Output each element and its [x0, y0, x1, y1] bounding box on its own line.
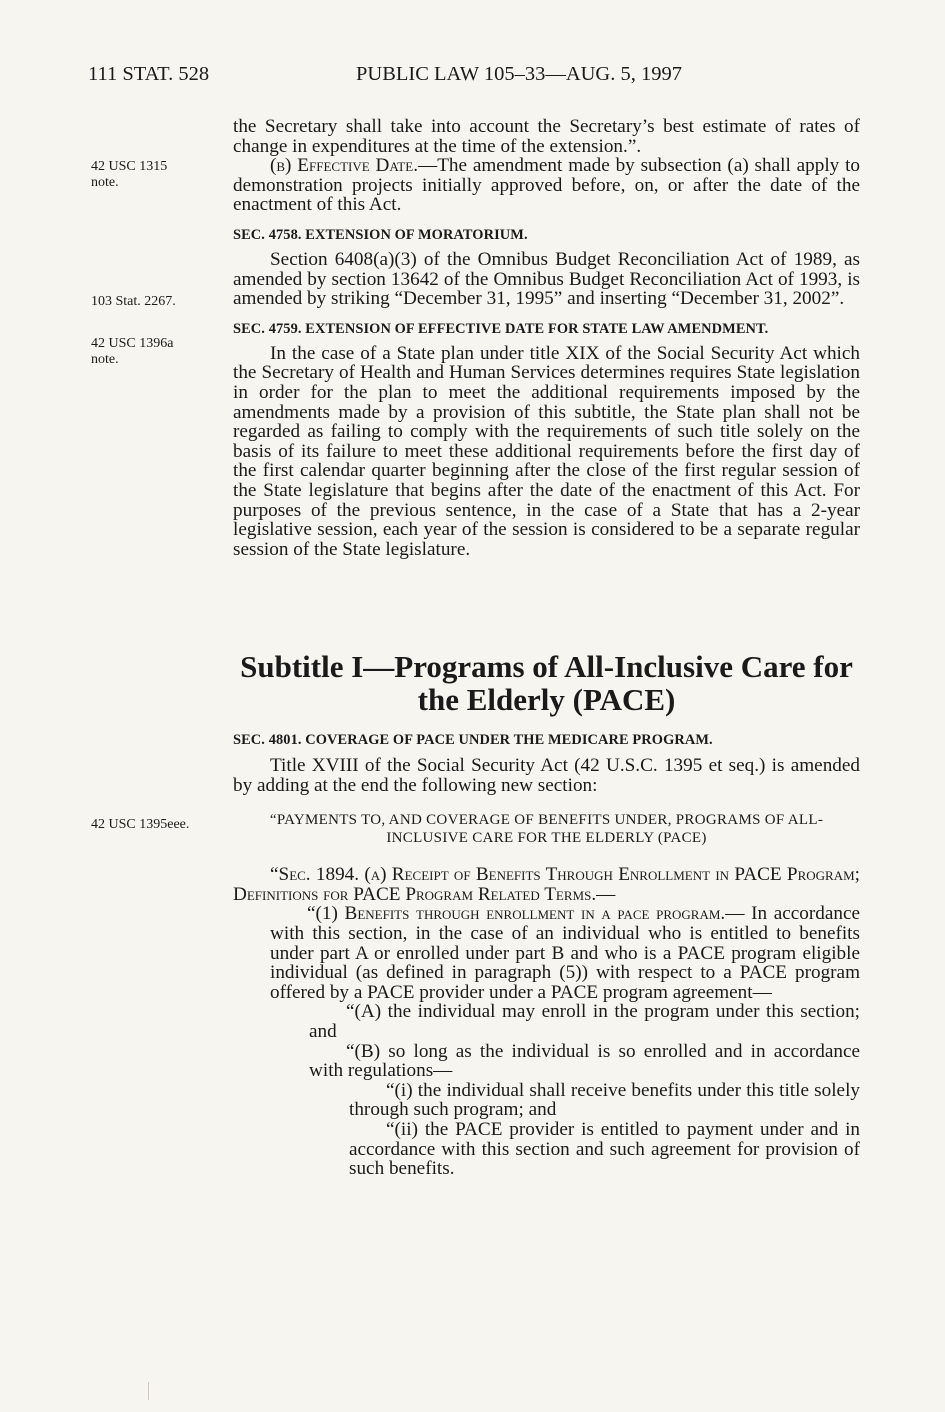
paragraph: (b) Effective Date.—The amendment made by subsection (a) shall apply to demonstration projects initially approved before, on, or after the date of the enactment of this Act.	[233, 155, 861, 216]
subparagraph: “(B) so long as the individual is so enrolled and in accordance with regulations—	[309, 1040, 860, 1082]
margin-note: 42 USC 1395eee.	[91, 817, 190, 832]
section-heading: SEC. 4758. EXTENSION OF MORATORIUM.	[233, 226, 528, 243]
paragraph: “(1) Benefits through enrollment in a pace program.— In accordance with this section, in the case of an individual who is entitled to benefits under part A or enrolled under part B and who is a PACE program eligible individual (as defined in paragraph (5)) with respect to a PACE program offered by a PACE provider under a PACE program agreement—	[270, 903, 860, 1003]
page-statute-citation: 111 STAT. 528	[88, 63, 210, 85]
paragraph: In the case of a State plan under title XIX of the Social Security Act which the Secretary of Health and Human Services determines requires State legislation in order for the plan to meet the additional requirements imposed by the amendments made by a provision of this subtitle, the State plan shall not be regarded as failing to comply with the requirements of such title solely on the basis of its failure to meet these additional requirements before the first day of the first calendar quarter beginning after the close of the first regular session of the State legislature that begins after the date of the enactment of this Act. For purposes of the previous sentence, in the case of a State that has a 2-year legislative session, each year of the session is considered to be a separate regular session of the State legislature.	[233, 342, 860, 560]
subparagraph: “(A) the individual may enroll in the program under this section; and	[309, 1001, 860, 1042]
subsection-heading: (b) Effective Date.	[270, 155, 418, 177]
centered-section-title: “PAYMENTS TO, AND COVERAGE OF BENEFITS UNDER, PROGRAMS OF ALL-INCLUSIVE CARE FOR THE ELDERLY (PACE)	[269, 812, 824, 847]
margin-note: 42 USC 1396a note.	[91, 336, 174, 367]
clause: “(i) the individual shall receive benefits under this title solely through such program; and	[349, 1079, 860, 1121]
running-header	[88, 63, 778, 93]
public-law-title: PUBLIC LAW 105–33—AUG. 5, 1997	[356, 63, 682, 85]
paragraph: Section 6408(a)(3) of the Omnibus Budget Reconciliation Act of 1989, as amended by section 13642 of the Omnibus Budget Reconciliation Act of 1993, is amended by striking “December 31, 1995” and inserting “December 31, 2002”.	[233, 248, 860, 310]
body-text-upper	[233, 117, 860, 559]
paragraph: Title XVIII of the Social Security Act (42 U.S.C. 1395 et seq.) is amended by adding at the end the following new section:	[233, 755, 860, 796]
body-text-lower	[233, 731, 860, 1179]
margin-note: 42 USC 1315 note.	[91, 159, 168, 190]
paragraph: “Sec. 1894. (a) Receipt of Benefits Through Enrollment in PACE Program; Definitions for PACE Program Related Terms.—	[233, 864, 860, 905]
clause: “(ii) the PACE provider is entitled to payment under and in accordance with this section and such agreement for provision of such benefits.	[349, 1118, 860, 1180]
scan-artifact	[148, 1382, 149, 1400]
paragraph: the Secretary shall take into account the Secretary’s best estimate of rates of change in expenditures at the time of the extension.”.	[233, 116, 860, 157]
subtitle-heading: Subtitle I—Programs of All-Inclusive Care for the Elderly (PACE)	[240, 649, 853, 717]
subsection-heading: Receipt of Benefits Through Enrollment in PACE Program; Definitions for PACE Program Related Terms.	[233, 864, 860, 905]
paragraph-heading: “(1) Benefits through enrollment in a pace program.	[307, 903, 726, 925]
section-heading: SEC. 4759. EXTENSION OF EFFECTIVE DATE FOR STATE LAW AMENDMENT.	[233, 320, 769, 337]
margin-note: 103 Stat. 2267.	[91, 294, 176, 309]
section-heading: SEC. 4801. COVERAGE OF PACE UNDER THE MEDICARE PROGRAM.	[233, 732, 713, 748]
